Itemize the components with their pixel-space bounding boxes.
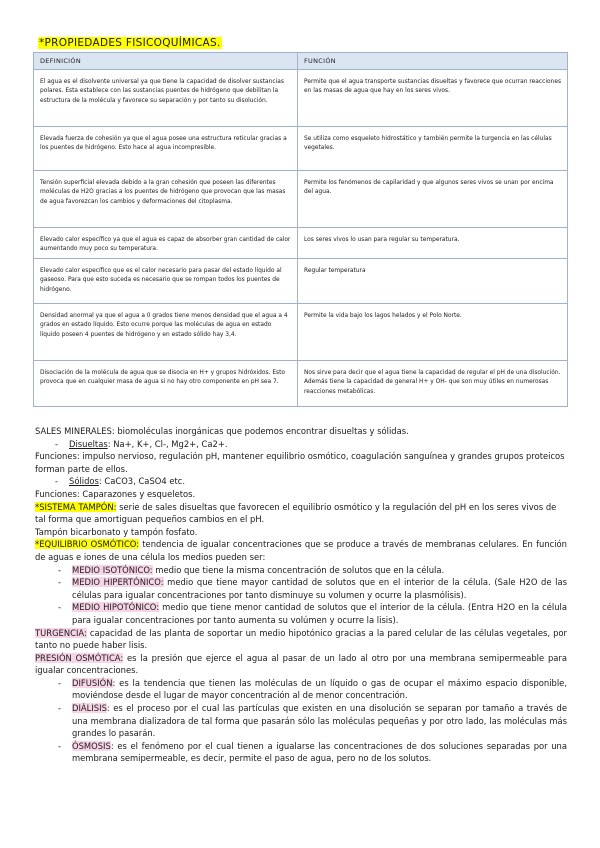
definicion-cell: El agua es el disolvente universal ya que tiene la capacidad de disolver sustancias polares. Esta establece con las sustancias puentes de hidrógeno que debilitan la estructura de la molécula y favorece su separación y por tanto su disolución. (34, 70, 298, 127)
dash: - (58, 577, 62, 588)
difusion-desc: : es la tendencia que tienen las moléculas de un líquido o gas de ocupar el máximo espacio disponible, moviéndose desde el lugar de mayor concentración al de menor concentración. (72, 677, 567, 701)
dash: - (58, 677, 62, 688)
dash: - (58, 602, 62, 613)
funcion-cell: Se utiliza como esqueleto hidrostático y también permite la turgencia en las células vegetales. (298, 127, 568, 171)
dash: - (58, 564, 62, 575)
table-row (34, 127, 568, 171)
osmosis-desc: : es el fenómeno por el cual tienen a igualarse las concentraciones de dos soluciones separadas por una membrana semipermeable, es decir, permite el paso de agua, pero no de los solutos. (72, 740, 567, 764)
equilibrio-osmotico-label: *EQUILIBRIO OSMÓTICO: (35, 539, 140, 550)
difusion-item (35, 677, 567, 702)
definicion-cell: Elevada fuerza de cohesión ya que el agua posee una estructura reticular gracias a los puentes de hidrógeno. Esto hace al agua incompresible. (34, 127, 298, 171)
osmosis-item (35, 740, 567, 765)
medio-hipertonico-desc: medio que tiene mayor cantidad de solutos que en el interior de la célula. (Sale H2O de las células para igualar concentraciones por tanto disminuye su volumen y ocurre la plasmólisis). (72, 577, 567, 600)
funcion-cell: Los seres vivos lo usan para regular su temperatura. (298, 228, 568, 259)
dash: - (55, 476, 59, 487)
table-row (34, 70, 568, 127)
funciones-solidos: Funciones: Caparazones y esqueletos. (35, 488, 196, 499)
funcion-cell: Regular temperatura (298, 259, 568, 304)
page-title: *PROPIEDADES FISICOQUÍMICAS. (39, 37, 221, 49)
definicion-cell: Disociación de la molécula de agua que se disocia en H+ y grupos hidróxidos. Esto provoca que en cualquier masa de agua si no hay otro componente en pH sea 7. (34, 361, 298, 407)
medio-isotonico-desc: medio que tiene la misma concentración de solutos que en la célula. (152, 564, 445, 575)
difusion-label: DIFUSIÓN (72, 677, 113, 688)
disueltas-item (35, 438, 567, 451)
presion-osmotica-desc: es la presión que ejerce el agua al pasar de un lado al otro por una membrana semipermeable para igualar concentraciones. (35, 652, 567, 676)
turgencia-desc: capacidad de las planta de soportar un medio hipotónico gracias a la pared celular de las células vegetales, por tanto no puede haber lisis. (35, 627, 567, 651)
equilibrio-osmotico-desc: tendencia de igualar concentraciones que se produce a través de membranas celulares. En función de aguas e iones de una célula los medios pueden ser: (35, 539, 567, 562)
presion-osmotica-label: PRESIÓN OSMÓTICA: (35, 652, 124, 663)
sistema-tampon-paragraph (35, 501, 567, 526)
funcion-cell: Permite que el agua transporte sustancias disueltas y favorece que ocurran reacciones en las masas de agua que hay en los seres vivos. (298, 70, 568, 127)
funcion-cell: Permite la vida bajo los lagos helados y el Polo Norte. (298, 304, 568, 361)
medio-hipertonico-item (35, 576, 567, 601)
notes-body (35, 425, 567, 765)
column-header-definicion: DEFINICIÓN (34, 53, 298, 70)
table-row (34, 171, 568, 228)
sales-minerales-desc: biomoléculas inorgánicas que podemos encontrar disueltas y sólidas. (114, 426, 409, 436)
definicion-cell: Elevado calor específico que es el calor necesario para pasar del estado líquido al gaseoso. Para que esto suceda es necesario que se rompan todos los puentes de hidrógeno. (34, 259, 298, 304)
table-row (34, 361, 568, 407)
funciones-disueltas: Funciones: impulso nervioso, regulación pH, mantener equilibrio osmótico, coagulación sanguínea y grandes grupos proteicos forman parte de ellos. (35, 451, 565, 474)
solidos-label: Sólidos (69, 476, 99, 487)
definicion-cell: Elevado calor específico ya que el agua es capaz de absorber gran cantidad de calor aumentando muy poco su temperatura. (34, 228, 298, 259)
definicion-cell: Tensión superficial elevada debido a la gran cohesión que poseen las diferentes moléculas de H2O gracias a los puentes de hidrógeno que provocan que las masas de agua favorezcan los cambios y deformaciones del citoplasma. (34, 171, 298, 228)
disueltas-desc: : Na+, K+, Cl-, Mg2+, Ca2+. (107, 438, 228, 449)
presion-osmotica-paragraph (35, 652, 567, 677)
table-row (34, 228, 568, 259)
column-header-funcion: FUNCIÓN (298, 53, 568, 70)
sales-minerales-label: SALES MINERALES: (35, 426, 115, 436)
dash: - (58, 703, 62, 714)
table-row (34, 304, 568, 361)
sistema-tampon-desc: serie de sales disueltas que favorecen el equilibrio osmótico y la regulación del pH en los seres vivos de tal forma que amortiguan pequeños cambios en el pH. (35, 501, 557, 525)
solidos-item (35, 475, 567, 488)
definicion-cell: Densidad anormal ya que el agua a 0 grados tiene menos densidad que el agua a 4 grados en estado líquido. Esto ocurre porque las moléculas de agua en estado líquido poseen 4 puentes de hidrógeno y en estado sólido hay 3,4. (34, 304, 298, 361)
sistema-tampon-label: *SISTEMA TAMPÓN: (35, 501, 117, 512)
tampon-tipos: Tampón bicarbonato y tampón fosfato. (35, 526, 198, 537)
dash: - (58, 740, 62, 751)
table-header-row (34, 53, 568, 70)
dialisis-desc: : es el proceso por el cual las partículas que existen en una disolución se separan por tamaño a través de una membrana dializadora de tal forma que pasarán sólo las moléculas pequeñas y por otro lado, las moléculas más grandes lo pasarán. (72, 703, 567, 739)
sales-minerales-paragraph (35, 425, 567, 438)
funcion-cell: Permite los fenómenos de capilaridad y que algunos seres vivos se unan por encima del agua. (298, 171, 568, 228)
medio-hipertonico-label: MEDIO HIPERTÓNICO: (72, 577, 164, 588)
disueltas-label: Disueltas (69, 438, 108, 449)
osmosis-label: ÓSMOSIS (72, 740, 111, 751)
dialisis-label: DIÁLISIS (72, 703, 107, 714)
medio-hipotonico-label: MEDIO HIPOTÓNICO: (72, 602, 160, 613)
funcion-cell: Nos sirve para decir que el agua tiene la capacidad de regular el pH de una disolución. Además tiene la capacidad de general H+ y OH- que son muy útiles en numerosas reacciones metabólicas. (298, 361, 568, 407)
turgencia-paragraph (35, 627, 567, 652)
table-body (34, 70, 568, 407)
medio-isotonico-item (35, 564, 567, 577)
dialisis-item (35, 702, 567, 740)
table-row (34, 259, 568, 304)
medio-hipotonico-desc: medio que tiene menor cantidad de solutos que el interior de la célula. (Entra H2O en la célula para igualar concentraciones por tanto aumenta su volúmen y ocurre la lisis). (72, 602, 567, 625)
solidos-desc: : CaCO3, CaSO4 etc. (98, 476, 186, 487)
medio-isotonico-label: MEDIO ISOTÓNICO: (72, 564, 153, 575)
dash: - (55, 438, 59, 449)
medio-hipotonico-item (35, 601, 567, 626)
turgencia-label: TURGENCIA: (35, 627, 87, 638)
properties-table (33, 52, 568, 407)
equilibrio-osmotico-paragraph (35, 538, 567, 563)
